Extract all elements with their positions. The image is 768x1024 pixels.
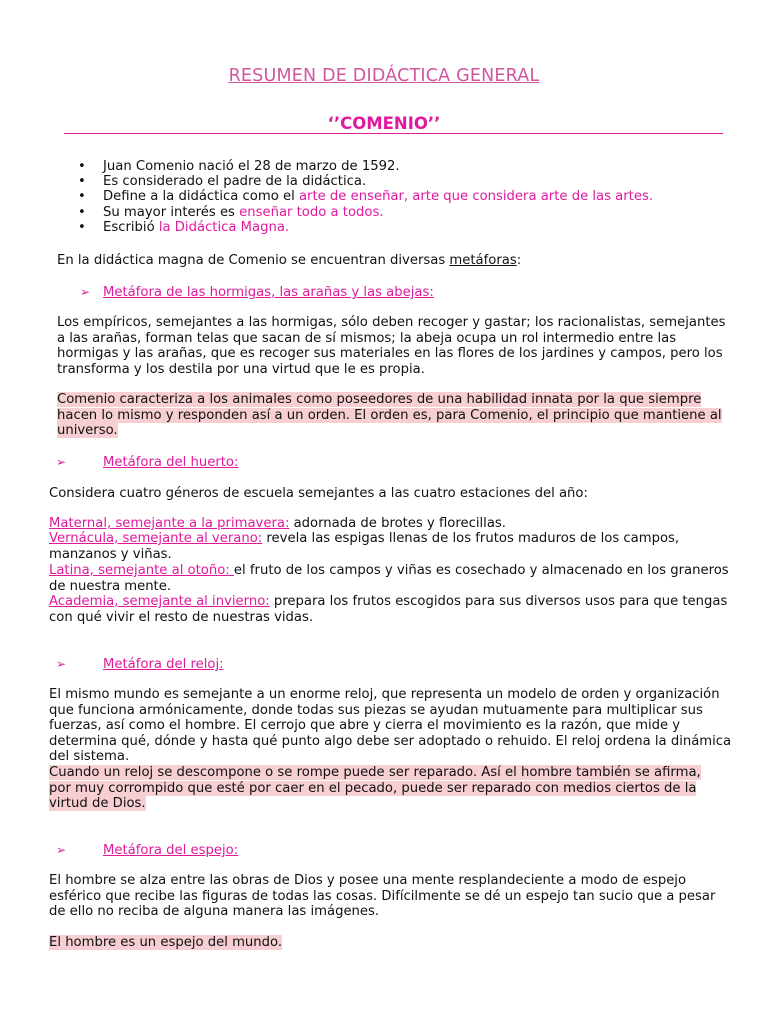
pink-phrase: la Didáctica Magna. (158, 219, 290, 235)
list-item: • Define a la didáctica como el arte de enseñar, arte que considera arte de las artes. (78, 189, 653, 204)
section-heading-espejo: Metáfora del espejo: (103, 843, 239, 858)
arrow-bullet-icon: ➢ (56, 657, 67, 671)
list-item: • Su mayor interés es enseñar todo a todos. (78, 205, 653, 220)
paragraph-reloj: El mismo mundo es semejante a un enorme reloj, que representa un modelo de orden y organización que funciona armónicamente, donde todas sus piezas se ayudan mutuamente para multiplicar sus fuerzas, así como el hombre. El cerrojo que abre y cierra el movimiento es la razón, que mide y determina qué, dónde y hasta qué punto algo debe ser adoptado o rehuido. El reloj ordena la dinámica del sistema. (49, 687, 732, 765)
arrow-bullet-icon: ➢ (56, 843, 67, 857)
metaforas-link-text: metáforas (449, 253, 517, 268)
arrow-bullet-icon: ➢ (56, 455, 67, 469)
huerto-item-academia: Academia, semejante al invierno: prepara los frutos escogidos para sus diversos usos para que tengas con qué vivir el resto de nuestras vidas. (49, 594, 728, 625)
huerto-item-latina: Latina, semejante al otoño: el fruto de los campos y viñas es cosechado y almacenado en los graneros de nuestra mente. (49, 563, 729, 594)
arrow-bullet-icon: ➢ (80, 285, 91, 299)
title-divider (64, 133, 723, 134)
list-item: • Es considerado el padre de la didáctica. (78, 174, 653, 189)
document-subtitle: ‘’COMENIO’’ (327, 114, 441, 133)
huerto-item-maternal: Maternal, semejante a la primavera: adornada de brotes y florecillas. (49, 516, 506, 531)
paragraph-espejo: El hombre se alza entre las obras de Dios y posee una mente resplandeciente a modo de espejo esférico que recibe las figuras de todas las cosas. Difícilmente se dé un espejo tan sucio que a pesar de ello no reciba de alguna manera las imágenes. (49, 873, 716, 920)
paragraph-hormigas: Los empíricos, semejantes a las hormigas, sólo deben recoger y gastar; los racionalistas, semejantes a las arañas, forman telas que sacan de sí mismos; la abeja ocupa un rol intermedio entre las hormigas y las arañas, que es recoger sus materiales en las flores de los jardines y campos, pero los transforma y los destila por una virtud que le es propia. (57, 315, 726, 377)
intro-paragraph: En la didáctica magna de Comenio se encuentran diversas metáforas: (57, 253, 522, 268)
section-heading-huerto: Metáfora del huerto: (103, 455, 239, 470)
list-item: • Juan Comenio nació el 28 de marzo de 1592. (78, 159, 653, 174)
highlight-paragraph-hormigas: Comenio caracteriza a los animales como poseedores de una habilidad innata por la que siempre hacen lo mismo y responden así a un orden. El orden es, para Comenio, el principio que mantiene al universo. (57, 392, 722, 439)
pink-phrase: arte de enseñar, arte que considera arte de las artes. (298, 189, 654, 205)
pink-phrase: enseñar todo a todos. (239, 204, 384, 220)
section-heading-hormigas: Metáfora de las hormigas, las arañas y las abejas: (103, 285, 434, 300)
highlight-paragraph-reloj: Cuando un reloj se descompone o se rompe puede ser reparado. Así el hombre también se afirma, por muy corrompido que esté por caer en el pecado, puede ser reparado con medios ciertos de la virtud de Dios. (49, 765, 701, 812)
document-title: RESUMEN DE DIDÁCTICA GENERAL (228, 66, 540, 86)
bullet-list (78, 159, 653, 235)
section-heading-reloj: Metáfora del reloj: (103, 657, 224, 672)
huerto-item-vernacula: Vernácula, semejante al verano: revela las espigas llenas de los frutos maduros de los campos, manzanos y viñas. (49, 531, 680, 562)
highlight-paragraph-espejo: El hombre es un espejo del mundo. (49, 935, 283, 950)
paragraph-huerto-intro: Considera cuatro géneros de escuela semejantes a las cuatro estaciones del año: (49, 486, 588, 501)
list-item: • Escribió la Didáctica Magna. (78, 220, 653, 235)
